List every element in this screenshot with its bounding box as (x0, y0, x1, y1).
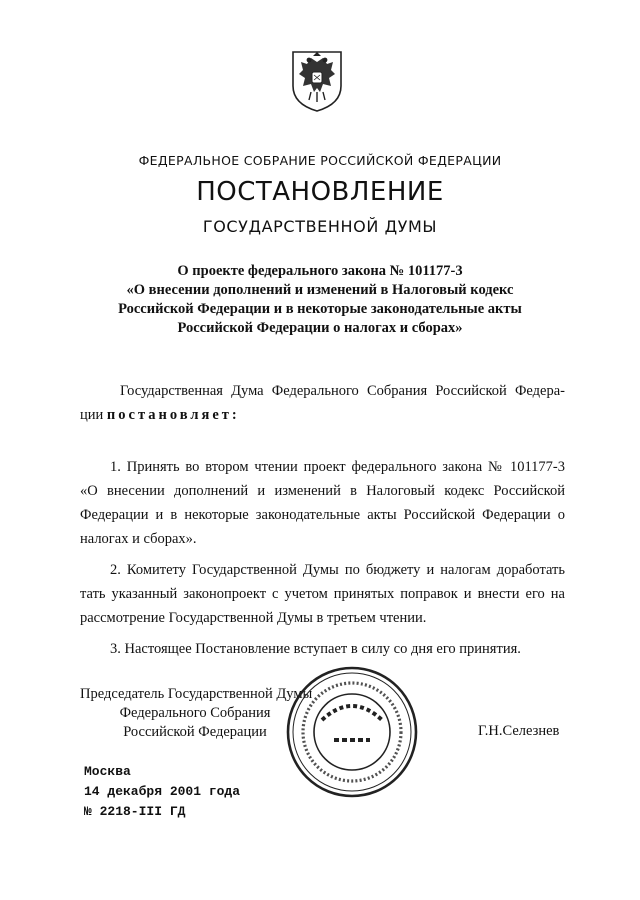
item-line: налогах и сборах». (80, 531, 197, 547)
document-subject (80, 262, 560, 338)
item-line: Федерации и в некоторые законодательные акты Российской Федерации о (80, 507, 565, 523)
preamble-text: Государственная Дума Федерального Собрания Российской Федера- (120, 383, 565, 399)
item-line: 1. Принять во втором чтении проект федерального закона № 101177-3 (110, 459, 565, 475)
assembly-name: ФЕДЕРАЛЬНОЕ СОБРАНИЕ РОССИЙСКОЙ ФЕДЕРАЦИИ (138, 153, 502, 168)
signer-title-line: Федерального Собрания (119, 705, 271, 721)
item-line: 3. Настоящее Постановление вступает в силу со дня его принятия. (110, 641, 521, 657)
preamble-continuation (80, 403, 565, 427)
preamble (80, 379, 565, 427)
item-line: 2. Комитету Государственной Думы по бюджету и налогам доработать (110, 562, 565, 578)
item-line: рассмотрение Государственной Думы в третьем чтении. (80, 610, 427, 626)
resolution-items (80, 455, 565, 661)
item-line: «О внесении дополнений и изменений в Налоговый кодекс Российской (80, 483, 565, 499)
coat-of-arms-icon (287, 48, 347, 114)
signer-name: Г.Н.Селезнев (478, 723, 560, 739)
subject-line: О проекте федерального закона № 101177-3 (177, 263, 463, 279)
resolution-item (80, 637, 565, 661)
subject-line: Российской Федерации о налогах и сборах» (177, 320, 463, 336)
signer-title-line: Российской Федерации (123, 724, 267, 740)
signer-title-line: Председатель Государственной Думы (80, 686, 313, 702)
preamble-verb: постановляет: (106, 407, 240, 423)
footer-date: 14 декабря 2001 года (84, 784, 241, 799)
footer-number: № 2218-III ГД (84, 804, 186, 819)
subject-line: «О внесении дополнений и изменений в Налоговый кодекс (126, 282, 514, 298)
official-round-stamp-icon (284, 664, 420, 800)
resolution-item (80, 455, 565, 551)
document-issuer: ГОСУДАРСТВЕННОЙ ДУМЫ (202, 217, 438, 236)
preamble-continuation-word: ции (80, 407, 104, 423)
resolution-item (80, 558, 565, 630)
footer-city: Москва (84, 764, 131, 779)
signer-title (80, 685, 313, 742)
item-line: тать указанный законопроект с учетом принятых поправок и внести его на (80, 586, 565, 602)
double-headed-eagle-icon (287, 48, 347, 114)
document-type-title: ПОСТАНОВЛЕНИЕ (196, 177, 444, 207)
document-footer (84, 762, 240, 822)
subject-line: Российской Федерации и в некоторые законодательные акты (118, 301, 522, 317)
